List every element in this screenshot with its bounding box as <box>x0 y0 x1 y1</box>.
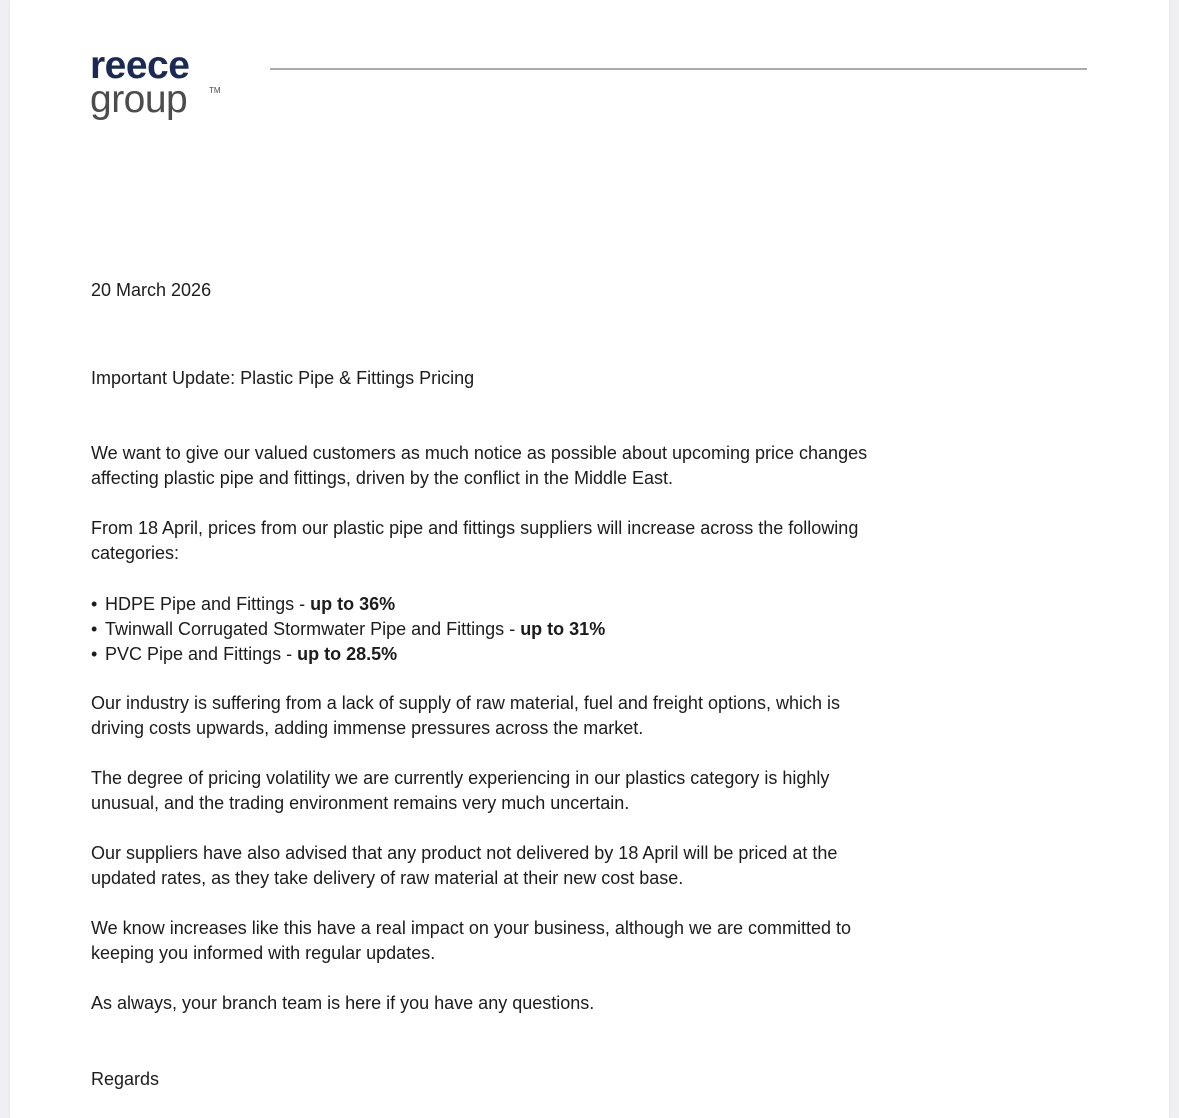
paragraph-supply-line-1: Our industry is suffering from a lack of supply of raw material, fuel and freight options, which is <box>91 693 841 713</box>
paragraph-supply-line-2: driving costs upwards, adding immense pressures across the market. <box>91 718 644 738</box>
letter-date: 20 March 2026 <box>91 280 212 300</box>
list-item <box>91 617 605 642</box>
paragraph-questions: As always, your branch team is here if you have any questions. <box>91 993 595 1013</box>
letter-closing: Regards <box>91 1069 160 1089</box>
paragraph-impact-line-2: keeping you informed with regular updates. <box>91 943 436 963</box>
list-item <box>91 642 605 667</box>
logo-wordmark-bottom: group <box>90 78 188 121</box>
bullet-icon: • <box>91 594 98 614</box>
paragraph-intro-line-1: We want to give our valued customers as much notice as possible about upcoming price changes <box>91 443 868 463</box>
category-increase: up to 28.5% <box>297 644 398 664</box>
logo-wordmark-top: reece <box>90 44 190 87</box>
category-separator: - <box>281 644 298 664</box>
letter-page <box>10 0 1169 1118</box>
category-separator: - <box>294 594 311 614</box>
logo-trademark: TM <box>209 86 221 95</box>
paragraph-intro-line-2: affecting plastic pipe and fittings, driven by the conflict in the Middle East. <box>91 468 673 488</box>
category-separator: - <box>504 619 521 639</box>
header-divider <box>270 68 1087 70</box>
category-increase: up to 36% <box>310 594 396 614</box>
category-name: PVC Pipe and Fittings <box>105 644 282 664</box>
paragraph-delivery-line-2: updated rates, as they take delivery of raw material at their new cost base. <box>91 868 684 888</box>
bullet-icon: • <box>91 619 98 639</box>
paragraph-volatility-line-1: The degree of pricing volatility we are currently experiencing in our plastics category is highly <box>91 768 830 788</box>
price-increase-list <box>91 592 605 667</box>
paragraph-impact-line-1: We know increases like this have a real impact on your business, although we are committed to <box>91 918 852 938</box>
reece-group-logo <box>90 46 230 126</box>
paragraph-increase-line-2: categories: <box>91 543 180 563</box>
bullet-icon: • <box>91 644 98 664</box>
letter-subject: Important Update: Plastic Pipe & Fittings Pricing <box>91 368 475 388</box>
category-increase: up to 31% <box>520 619 606 639</box>
list-item <box>91 592 605 617</box>
category-name: HDPE Pipe and Fittings <box>105 594 295 614</box>
paragraph-increase-line-1: From 18 April, prices from our plastic pipe and fittings suppliers will increase across the following <box>91 518 859 538</box>
paragraph-delivery-line-1: Our suppliers have also advised that any product not delivered by 18 April will be priced at the <box>91 843 838 863</box>
paragraph-volatility-line-2: unusual, and the trading environment remains very much uncertain. <box>91 793 630 813</box>
category-name: Twinwall Corrugated Stormwater Pipe and Fittings <box>105 619 505 639</box>
